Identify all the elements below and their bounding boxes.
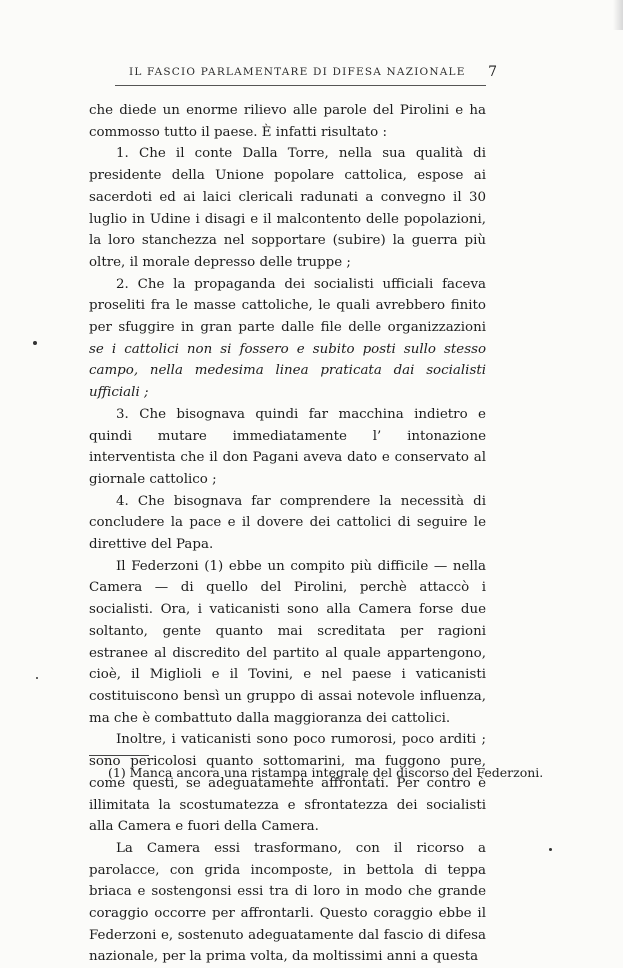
page-number: 7 bbox=[488, 64, 497, 80]
paragraph-camera: La Camera essi trasformano, con il ricorso a parolacce, con grida incomposte, in bettola di teppa briaca e sostengonsi essi tra di loro in modo che grande coraggio occorre per affrontarli. Questo coraggio ebbe il Federzoni e, sostenuto adeguatamente dal fascio di difesa nazionale, per la prima volta, da moltissimi anni a questa bbox=[89, 840, 486, 965]
page-edge-shadow bbox=[613, 0, 623, 30]
paragraph-federzoni: Il Federzoni (1) ebbe un compito più difficile — nella Camera — di quello del Pirolini, perchè attaccò i socialisti. Ora, i vaticanisti sono alla Camera forse due soltanto, gente quanto mai screditata per ragioni estranee al discredito del partito al quale appartengono, cioè, il Miglioli e il Tovini, e nel paese i vaticanisti costituiscono bensì un gruppo di assai notevole influenza, ma che è combattuto dalla maggioranza dei cattolici. bbox=[89, 558, 486, 726]
paragraph-point-3: 3. Che bisognava quindi far macchina indietro e quindi mutare immediatamente l’ intonazione interventista che il don Pagani aveva dato e conservato al giornale cattolico ; bbox=[89, 406, 486, 487]
paragraph-continuation: che diede un enorme rilievo alle parole del Pirolini e ha commosso tutto il paese. È infatti risultato : bbox=[89, 103, 486, 140]
point-2-italic-text: se i cattolici non si fossero e subito posti sullo stesso campo, nella medesima linea praticata dai socialisti ufficiali ; bbox=[89, 341, 486, 401]
paragraph-point-4: 4. Che bisognava far comprendere la necessità di concludere la pace e il dovere dei cattolici di seguire le direttive del Papa. bbox=[89, 493, 486, 553]
margin-mark bbox=[33, 341, 37, 345]
paragraph-point-1: 1. Che il conte Dalla Torre, nella sua qualità di presidente della Unione popolare cattolica, espose ai sacerdoti ed ai laici clericali radunati a convegno il 30 luglio in Udine i disagi e il malcontento delle popolazioni, la loro stanchezza nel sopportare (subire) la guerra più oltre, il morale depresso delle truppe ; bbox=[89, 146, 486, 270]
body-text bbox=[89, 100, 544, 968]
header-rule bbox=[115, 85, 486, 86]
margin-mark bbox=[549, 848, 552, 851]
margin-mark bbox=[36, 677, 38, 679]
point-2-text: 2. Che la propaganda dei socialisti ufficiali faceva proseliti fra le masse cattoliche, le quali avrebbero finito per sfuggire in gran parte dalle file delle organizzazioni bbox=[89, 276, 486, 336]
running-title: IL FASCIO PARLAMENTARE DI DIFESA NAZIONALE bbox=[129, 66, 466, 78]
paragraph-vaticanisti: Inoltre, i vaticanisti sono poco rumorosi, poco arditi ; sono pericolosi quanto sottomarini, ma fuggono pure, come questi, se adeguatamente affrontati. Per contro è illimitata la scostumatezza e sfrontatezza dei socialisti alla Camera e fuori della Camera. bbox=[89, 732, 486, 835]
footnote: (1) Manca ancora una ristampa integrale del discorso del Federzoni. bbox=[108, 765, 544, 780]
paragraph-point-2 bbox=[89, 274, 486, 404]
footnote-rule bbox=[89, 755, 149, 756]
running-header bbox=[115, 64, 497, 84]
